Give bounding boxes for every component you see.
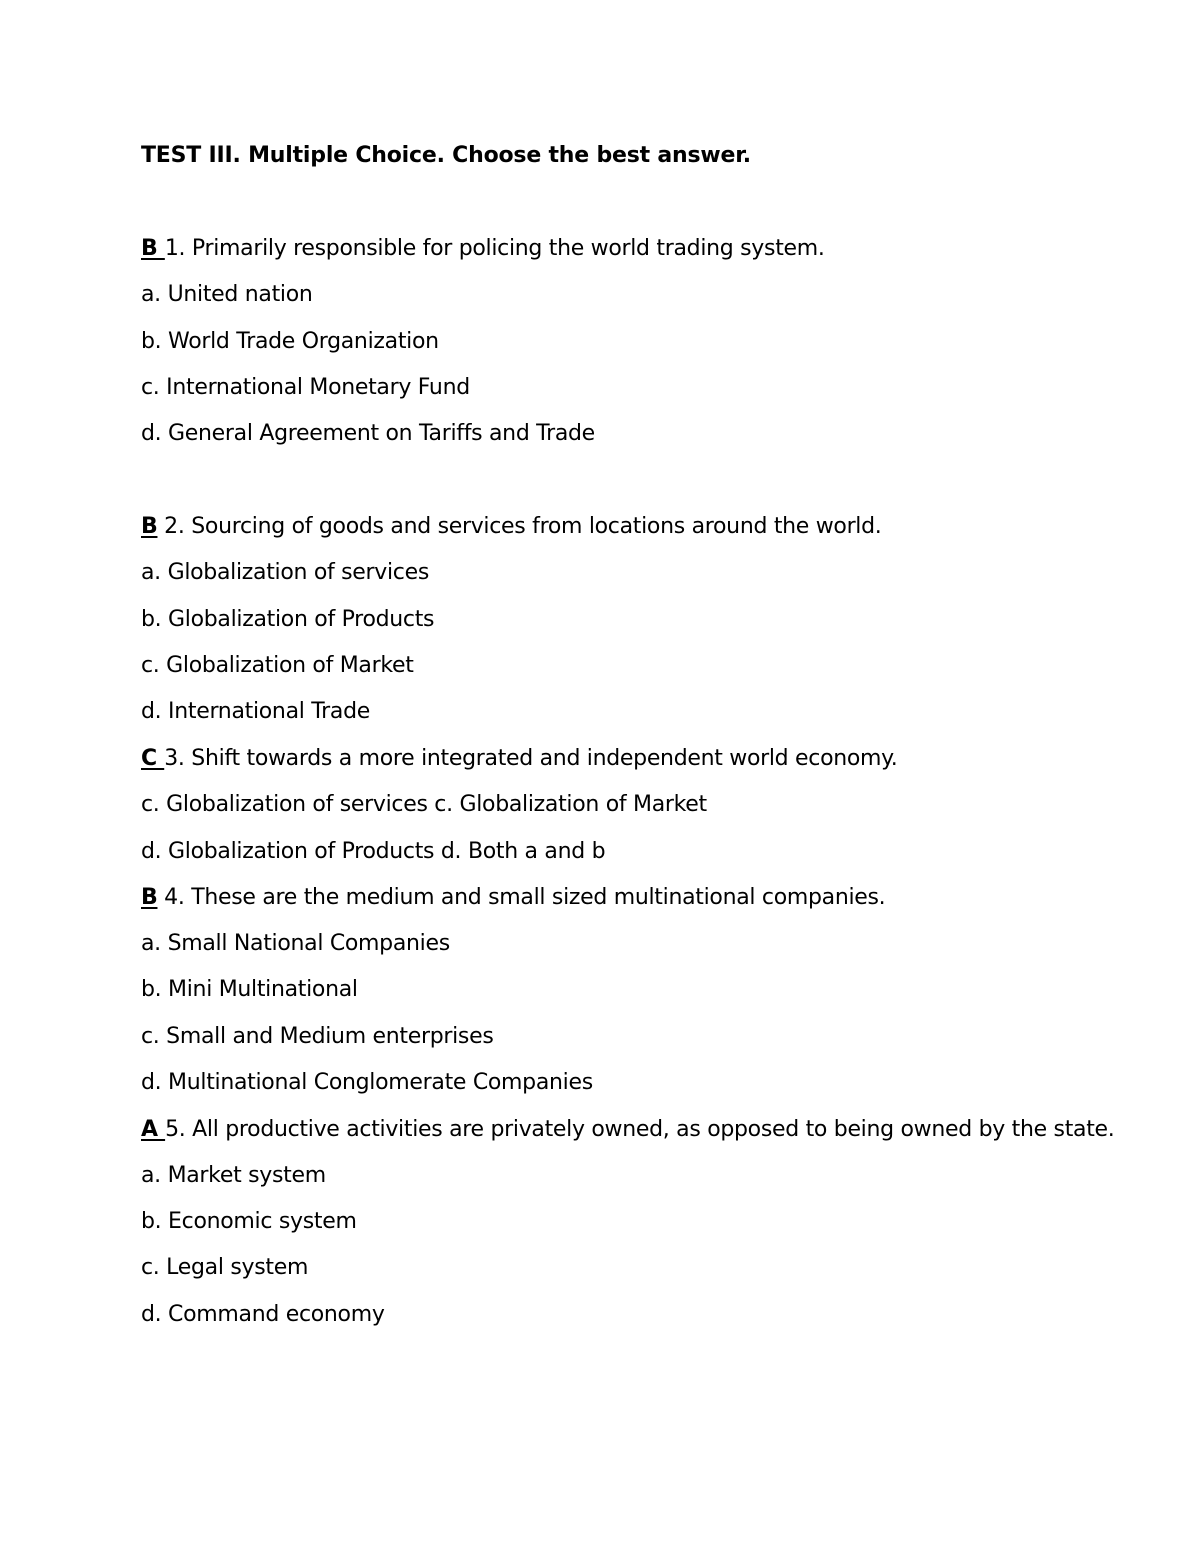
question-4-option-a: a. Small National Companies [141,931,450,956]
question-3-stem: 3. Shift towards a more integrated and independent world economy. [164,746,898,771]
question-2-option-b: b. Globalization of Products [141,607,435,632]
question-1-option-a: a. United nation [141,282,313,307]
answer-key-5: A [141,1117,166,1142]
question-2-option-c: c. Globalization of Market [141,653,414,678]
question-3-option-row-2: d. Globalization of Products d. Both a and b [141,839,606,864]
answer-key-2: B [141,514,158,539]
question-2 [141,512,881,542]
question-2-option-d: d. International Trade [141,699,370,724]
test-heading: TEST III. Multiple Choice. Choose the best answer. [141,143,751,168]
question-1-option-c: c. International Monetary Fund [141,375,470,400]
question-5-option-a: a. Market system [141,1163,326,1188]
question-5 [141,1115,1114,1145]
question-5-option-b: b. Economic system [141,1209,357,1234]
question-1-stem: 1. Primarily responsible for policing the world trading system. [164,236,825,261]
question-4-option-b: b. Mini Multinational [141,977,358,1002]
question-2-option-a: a. Globalization of services [141,560,429,585]
question-1-option-d: d. General Agreement on Tariffs and Trade [141,421,595,446]
answer-key-4: B [141,885,158,910]
answer-key-3: C [141,746,165,771]
question-5-option-c: c. Legal system [141,1255,309,1280]
question-2-stem: 2. Sourcing of goods and services from locations around the world. [157,514,882,539]
question-4-stem: 4. These are the medium and small sized multinational companies. [157,885,886,910]
question-1 [141,234,825,264]
question-5-option-d: d. Command economy [141,1302,385,1327]
question-5-stem: 5. All productive activities are privately owned, as opposed to being owned by the state. [165,1117,1115,1142]
question-1-option-b: b. World Trade Organization [141,329,439,354]
question-4 [141,883,885,913]
question-4-option-c: c. Small and Medium enterprises [141,1024,494,1049]
question-3-option-row-1: c. Globalization of services c. Globalization of Market [141,792,707,817]
question-3 [141,744,897,774]
question-4-option-d: d. Multinational Conglomerate Companies [141,1070,593,1095]
answer-key-1: B [141,236,165,261]
